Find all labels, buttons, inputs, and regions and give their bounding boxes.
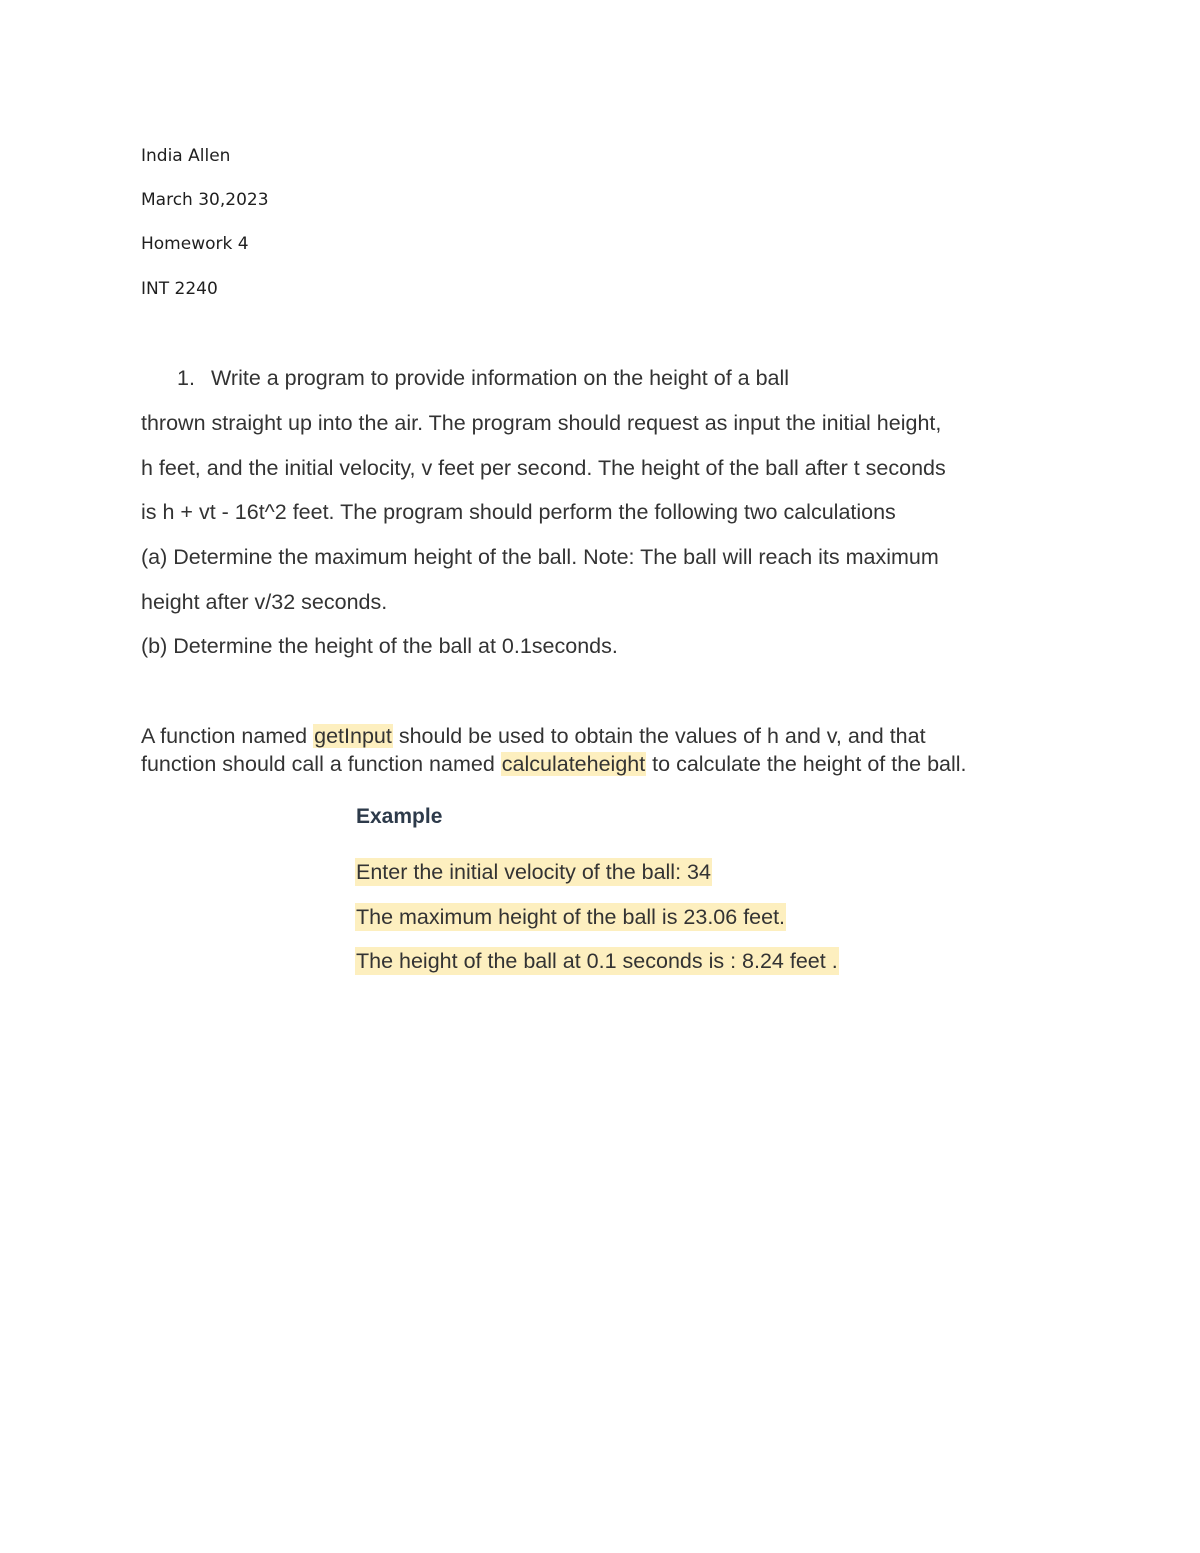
question-line-3: h feet, and the initial velocity, v feet per second. The height of the ball after t seconds [141,456,946,480]
question-line-1: Write a program to provide information on the height of a ball [211,366,790,390]
functions-line-1-suffix: should be used to obtain the values of h and v, and that [392,724,926,748]
question-line-7: (b) Determine the height of the ball at 0.1seconds. [141,634,618,658]
assignment-title: Homework 4 [141,234,249,254]
course-code: INT 2240 [141,279,218,299]
example-output-text-3: The height of the ball at 0.1 seconds is : 8.24 feet . [356,949,838,973]
question-line-4: is h + vt - 16t^2 feet. The program should perform the following two calculations [141,500,896,524]
submission-date: March 30,2023 [141,190,269,210]
question-line-2: thrown straight up into the air. The program should request as input the initial height, [141,411,942,435]
example-output-line-3 [355,947,839,975]
function-name-getinput: getInput [314,724,392,748]
student-name: India Allen [141,146,231,166]
example-output-line-1 [355,858,712,886]
question-number: 1. [177,366,195,390]
example-output-line-2 [355,903,786,931]
example-output-text-2: The maximum height of the ball is 23.06 feet. [356,905,786,929]
functions-line-1-prefix: A function named [141,724,314,748]
function-name-calculateheight: calculateheight [501,752,646,776]
question-line-6: height after v/32 seconds. [141,590,388,614]
functions-line-2 [141,751,967,777]
functions-line-1 [141,723,926,749]
question-line-5: (a) Determine the maximum height of the ball. Note: The ball will reach its maximum [141,545,939,569]
functions-line-2-suffix: to calculate the height of the ball. [646,752,967,776]
example-output-text-1: Enter the initial velocity of the ball: 34 [356,860,711,884]
example-heading: Example [356,805,443,828]
functions-line-2-prefix: function should call a function named [141,752,501,776]
